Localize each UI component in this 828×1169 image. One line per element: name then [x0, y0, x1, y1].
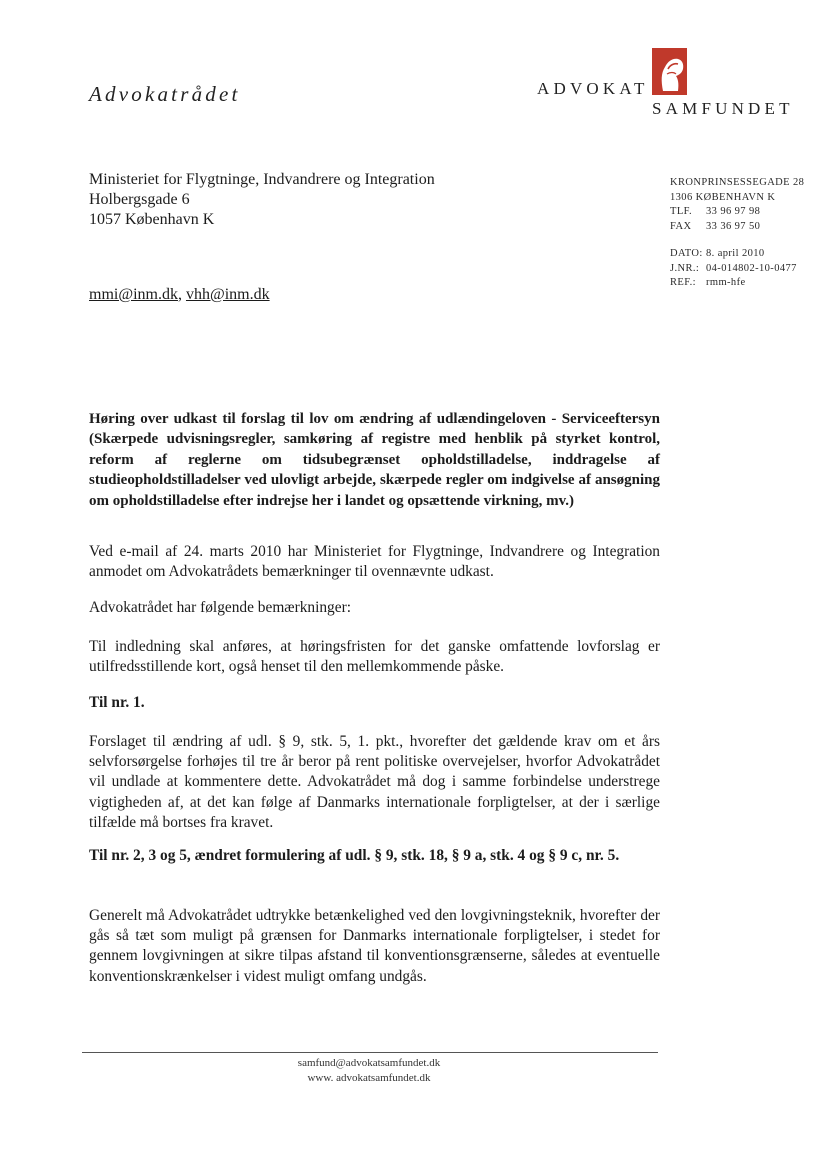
- paragraph-nr2-3-5: Generelt må Advokatrådet udtrykke betænkelighed ved den lovgivningsteknik, hvorefter der gås så tæt som muligt på grænsen for Danmarks internationale forpligtelser, i stedet for gennem lovgivningen at sikre tilpas afstand til konventionsgrænserne, således at eventuelle konventionskrænkelser i videst muligt omfang undgås.: [89, 907, 660, 985]
- sender-city: 1306 KØBENHAVN K: [670, 191, 776, 203]
- paragraph-remarks-lead: Advokatrådet har følgende bemærkninger:: [89, 599, 351, 616]
- jnr-label: J.NR.:: [670, 262, 700, 274]
- sender-fax: [670, 220, 804, 235]
- recipient-city: 1057 København K: [89, 211, 215, 228]
- brand-script-title: Advokatrådet: [89, 82, 241, 106]
- reference: [670, 276, 804, 291]
- paragraph-nr1: Forslaget til ændring af udl. § 9, stk. 5, 1. pkt., hvorefter det gældende krav om et års selvforsørgelse forhøjes til tre år beror på rent politiske overvejelser, hvorfor Advokatrådet vil undlade at kommentere dette. Advokatrådet må dog i samme forbindelse understrege vigtigheden af, at det kan følge af Danmarks internationale forpligtelser, at der i særlige tilfælde må bortses fra kravet.: [89, 733, 660, 831]
- footer-web: www. advokatsamfundet.dk: [307, 1072, 431, 1084]
- ref-label: REF.:: [670, 277, 696, 288]
- letter-date: [670, 247, 804, 262]
- date-value: 8. april 2010: [706, 248, 765, 259]
- letter-subject: Høring over udkast til forslag til lov om ændring af udlændingeloven - Serviceeftersyn (Skærpede udvisningsregler, samkøring af registre med henblik på styrket kontrol, reform af reglerne om tidsubegrænset opholdstilladelse, inddragelse af studieopholdstilladelser ved ulovligt arbejde, skærpede regler om indgivelse af ansøgning om opholdstilladelse efter indrejse her i landet og opsættende virkning, mv.): [89, 411, 660, 509]
- phone-value: 33 96 97 98: [706, 206, 761, 217]
- date-label: DATO:: [670, 248, 703, 259]
- sender-phone: [670, 205, 804, 220]
- section-heading-nr2-3-5: Til nr. 2, 3 og 5, ændret formulering af udl. § 9, stk. 18, § 9 a, stk. 4 og § 9 c, nr. 5.: [89, 847, 620, 864]
- recipient-street: Holbergsgade 6: [89, 191, 190, 208]
- fax-value: 33 36 97 50: [706, 220, 761, 232]
- jnr-value: 04-014802-10-0477: [706, 262, 797, 274]
- logo-emblem-icon: [651, 47, 688, 96]
- ref-value: rmm-hfe: [706, 277, 746, 288]
- section-heading-nr1: Til nr. 1.: [89, 694, 145, 711]
- footer-email: samfund@advokatsamfundet.dk: [297, 1057, 441, 1069]
- logo-word-advokat: ADVOKAT: [537, 79, 649, 98]
- recipient-address: [89, 170, 435, 230]
- fax-label: FAX: [670, 220, 692, 232]
- email-link-vhh[interactable]: vhh@inm.dk: [185, 286, 270, 303]
- sender-street: KRONPRINSESSEGADE 28: [670, 177, 805, 188]
- logo-word-samfundet: SAMFUNDET: [652, 99, 794, 118]
- footer-divider: [82, 1052, 658, 1053]
- phone-label: TLF.: [670, 206, 693, 217]
- recipient-emails: [89, 286, 270, 304]
- paragraph-intro: Ved e-mail af 24. marts 2010 har Ministeriet for Flygtninge, Indvandrere og Integration anmodet om Advokatrådets bemærkninger til ovennævnte udkast.: [89, 543, 660, 581]
- journal-number: [670, 262, 804, 277]
- paragraph-deadline: Til indledning skal anføres, at høringsfristen for det ganske omfattende lovforslag er utilfredsstillende kort, også henset til den mellemkommende påske.: [89, 638, 660, 676]
- recipient-name: Ministeriet for Flygtninge, Indvandrere og Integration: [89, 171, 435, 188]
- email-link-mmi[interactable]: mmi@inm.dk: [89, 286, 178, 303]
- sender-info: [670, 176, 804, 291]
- email-separator: ,: [177, 286, 182, 303]
